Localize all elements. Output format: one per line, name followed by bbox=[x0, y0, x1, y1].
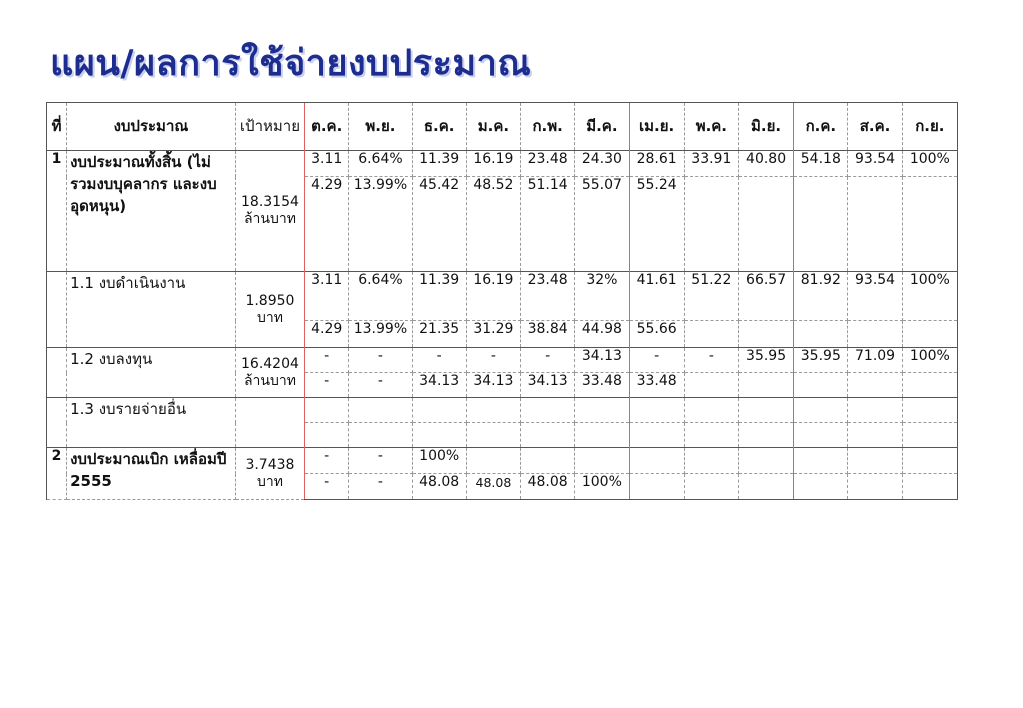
result-cell bbox=[902, 423, 957, 448]
result-cell: 34.13 bbox=[466, 373, 520, 398]
result-cell: 31.29 bbox=[466, 321, 520, 348]
plan-cell bbox=[902, 448, 957, 474]
result-cell: 13.99% bbox=[349, 177, 412, 272]
result-cell bbox=[412, 423, 466, 448]
result-cell bbox=[466, 423, 520, 448]
result-cell bbox=[738, 474, 793, 500]
table-row-plan bbox=[47, 348, 958, 373]
result-cell: - bbox=[349, 373, 412, 398]
result-cell bbox=[684, 177, 738, 272]
plan-cell: - bbox=[412, 348, 466, 373]
result-cell: 13.99% bbox=[349, 321, 412, 348]
col-header-month: มี.ค. bbox=[575, 103, 629, 151]
plan-cell bbox=[848, 448, 902, 474]
result-cell bbox=[902, 373, 957, 398]
target-value: 3.7438 bbox=[245, 456, 295, 473]
plan-cell: 6.64% bbox=[349, 272, 412, 321]
plan-cell: 23.48 bbox=[521, 151, 575, 177]
plan-cell: 16.19 bbox=[466, 272, 520, 321]
col-header-month: ส.ค. bbox=[848, 103, 902, 151]
result-cell: - bbox=[305, 373, 349, 398]
plan-cell bbox=[466, 448, 520, 474]
col-header-month: มิ.ย. bbox=[738, 103, 793, 151]
col-header-target: เป้าหมาย bbox=[235, 103, 304, 151]
plan-cell bbox=[794, 398, 848, 423]
plan-cell bbox=[902, 398, 957, 423]
plan-cell: - bbox=[466, 348, 520, 373]
result-cell: 21.35 bbox=[412, 321, 466, 348]
result-cell bbox=[794, 474, 848, 500]
row-number: 1 bbox=[47, 151, 67, 272]
row-number bbox=[47, 272, 67, 348]
plan-cell: - bbox=[349, 448, 412, 474]
result-cell bbox=[738, 373, 793, 398]
plan-cell: 66.57 bbox=[738, 272, 793, 321]
result-cell bbox=[575, 423, 629, 448]
plan-cell: 3.11 bbox=[305, 272, 349, 321]
result-cell: 45.42 bbox=[412, 177, 466, 272]
row-number: 2 bbox=[47, 448, 67, 500]
plan-cell bbox=[349, 398, 412, 423]
result-cell bbox=[848, 177, 902, 272]
col-header-month: ก.พ. bbox=[521, 103, 575, 151]
result-cell: 48.08 bbox=[466, 474, 520, 500]
target-cell bbox=[235, 448, 304, 500]
result-cell: - bbox=[305, 474, 349, 500]
plan-cell: 33.91 bbox=[684, 151, 738, 177]
plan-cell bbox=[684, 448, 738, 474]
result-cell bbox=[629, 474, 684, 500]
table-row-plan bbox=[47, 448, 958, 474]
plan-cell bbox=[848, 398, 902, 423]
plan-cell: 6.64% bbox=[349, 151, 412, 177]
target-unit: ล้านบาท bbox=[243, 372, 296, 389]
result-cell bbox=[794, 177, 848, 272]
result-cell bbox=[738, 423, 793, 448]
plan-cell bbox=[575, 448, 629, 474]
result-cell bbox=[738, 177, 793, 272]
plan-cell bbox=[738, 398, 793, 423]
result-cell bbox=[349, 423, 412, 448]
col-header-month: เม.ย. bbox=[629, 103, 684, 151]
plan-cell: 34.13 bbox=[575, 348, 629, 373]
plan-cell bbox=[684, 398, 738, 423]
plan-cell: 11.39 bbox=[412, 151, 466, 177]
plan-cell: 100% bbox=[902, 151, 957, 177]
plan-cell bbox=[521, 448, 575, 474]
plan-cell: - bbox=[305, 448, 349, 474]
plan-cell: 100% bbox=[412, 448, 466, 474]
plan-cell: 40.80 bbox=[738, 151, 793, 177]
result-cell bbox=[848, 474, 902, 500]
target-unit: บาท bbox=[256, 473, 283, 490]
col-header-month: ก.ย. bbox=[902, 103, 957, 151]
target-unit: ล้านบาท bbox=[243, 211, 296, 227]
table-row-plan bbox=[47, 272, 958, 321]
result-cell: 55.24 bbox=[629, 177, 684, 272]
col-header-month: พ.ย. bbox=[349, 103, 412, 151]
col-header-month: ก.ค. bbox=[794, 103, 848, 151]
col-header-month: ม.ค. bbox=[466, 103, 520, 151]
result-cell: 34.13 bbox=[521, 373, 575, 398]
budget-name: 1.3 งบรายจ่ายอื่น bbox=[67, 398, 236, 448]
result-cell: 33.48 bbox=[575, 373, 629, 398]
plan-cell bbox=[629, 398, 684, 423]
result-cell bbox=[902, 177, 957, 272]
result-cell: 48.52 bbox=[466, 177, 520, 272]
target-value: 16.4204 bbox=[241, 355, 299, 372]
result-cell: 55.07 bbox=[575, 177, 629, 272]
result-cell: 38.84 bbox=[521, 321, 575, 348]
result-cell: 4.29 bbox=[305, 321, 349, 348]
table-row-plan bbox=[47, 151, 958, 177]
result-cell bbox=[305, 423, 349, 448]
result-cell bbox=[684, 373, 738, 398]
plan-cell: 23.48 bbox=[521, 272, 575, 321]
plan-cell bbox=[466, 398, 520, 423]
plan-cell: 81.92 bbox=[794, 272, 848, 321]
plan-cell: - bbox=[349, 348, 412, 373]
plan-cell: 24.30 bbox=[575, 151, 629, 177]
page-title: แผน/ผลการใช้จ่ายงบประมาณ bbox=[50, 43, 532, 84]
plan-cell: 100% bbox=[902, 348, 957, 373]
result-cell bbox=[738, 321, 793, 348]
result-cell bbox=[684, 474, 738, 500]
target-cell bbox=[235, 151, 304, 272]
result-cell bbox=[848, 423, 902, 448]
result-cell bbox=[794, 321, 848, 348]
col-header-month: ธ.ค. bbox=[412, 103, 466, 151]
col-header-month: พ.ค. bbox=[684, 103, 738, 151]
plan-cell bbox=[794, 448, 848, 474]
plan-cell: - bbox=[684, 348, 738, 373]
result-cell bbox=[848, 373, 902, 398]
result-cell bbox=[902, 474, 957, 500]
plan-cell: 71.09 bbox=[848, 348, 902, 373]
plan-cell bbox=[575, 398, 629, 423]
result-cell bbox=[848, 321, 902, 348]
budget-name: งบประมาณทั้งสิ้น (ไม่รวมงบบุคลากร และงบอุดหนุน) bbox=[67, 151, 236, 272]
result-cell: 34.13 bbox=[412, 373, 466, 398]
plan-cell bbox=[521, 398, 575, 423]
result-cell: 44.98 bbox=[575, 321, 629, 348]
target-value: 18.3154 bbox=[241, 194, 299, 210]
budget-name: งบประมาณเบิก เหลื่อมปี 2555 bbox=[67, 448, 236, 500]
result-cell bbox=[794, 423, 848, 448]
plan-cell: 41.61 bbox=[629, 272, 684, 321]
result-cell bbox=[629, 423, 684, 448]
plan-cell: 35.95 bbox=[738, 348, 793, 373]
col-header-no: ที่ bbox=[47, 103, 67, 151]
target-cell bbox=[235, 398, 304, 448]
plan-cell: 93.54 bbox=[848, 151, 902, 177]
result-cell: 48.08 bbox=[521, 474, 575, 500]
target-value: 1.8950 bbox=[245, 292, 295, 309]
plan-cell: 16.19 bbox=[466, 151, 520, 177]
target-cell bbox=[235, 348, 304, 398]
result-cell: 48.08 bbox=[412, 474, 466, 500]
row-number bbox=[47, 348, 67, 398]
result-cell bbox=[521, 423, 575, 448]
header-row bbox=[47, 103, 958, 151]
result-cell: 100% bbox=[575, 474, 629, 500]
plan-cell bbox=[629, 448, 684, 474]
result-cell: 4.29 bbox=[305, 177, 349, 272]
budget-table bbox=[46, 102, 958, 500]
target-cell bbox=[235, 272, 304, 348]
result-cell: 51.14 bbox=[521, 177, 575, 272]
result-cell bbox=[684, 321, 738, 348]
table-row-plan bbox=[47, 398, 958, 423]
result-cell bbox=[902, 321, 957, 348]
result-cell bbox=[684, 423, 738, 448]
budget-name: 1.1 งบดำเนินงาน bbox=[67, 272, 236, 348]
col-header-month: ต.ค. bbox=[305, 103, 349, 151]
col-header-budget: งบประมาณ bbox=[67, 103, 236, 151]
plan-cell: - bbox=[629, 348, 684, 373]
plan-cell bbox=[738, 448, 793, 474]
plan-cell: 54.18 bbox=[794, 151, 848, 177]
plan-cell: 35.95 bbox=[794, 348, 848, 373]
plan-cell: 3.11 bbox=[305, 151, 349, 177]
target-unit: บาท bbox=[256, 309, 283, 326]
plan-cell: - bbox=[305, 348, 349, 373]
plan-cell: 28.61 bbox=[629, 151, 684, 177]
plan-cell: 32% bbox=[575, 272, 629, 321]
row-number bbox=[47, 398, 67, 448]
plan-cell bbox=[305, 398, 349, 423]
budget-name: 1.2 งบลงทุน bbox=[67, 348, 236, 398]
result-cell: 55.66 bbox=[629, 321, 684, 348]
plan-cell bbox=[412, 398, 466, 423]
plan-cell: - bbox=[521, 348, 575, 373]
result-cell: - bbox=[349, 474, 412, 500]
result-cell: 33.48 bbox=[629, 373, 684, 398]
result-cell bbox=[794, 373, 848, 398]
plan-cell: 51.22 bbox=[684, 272, 738, 321]
plan-cell: 11.39 bbox=[412, 272, 466, 321]
plan-cell: 100% bbox=[902, 272, 957, 321]
plan-cell: 93.54 bbox=[848, 272, 902, 321]
